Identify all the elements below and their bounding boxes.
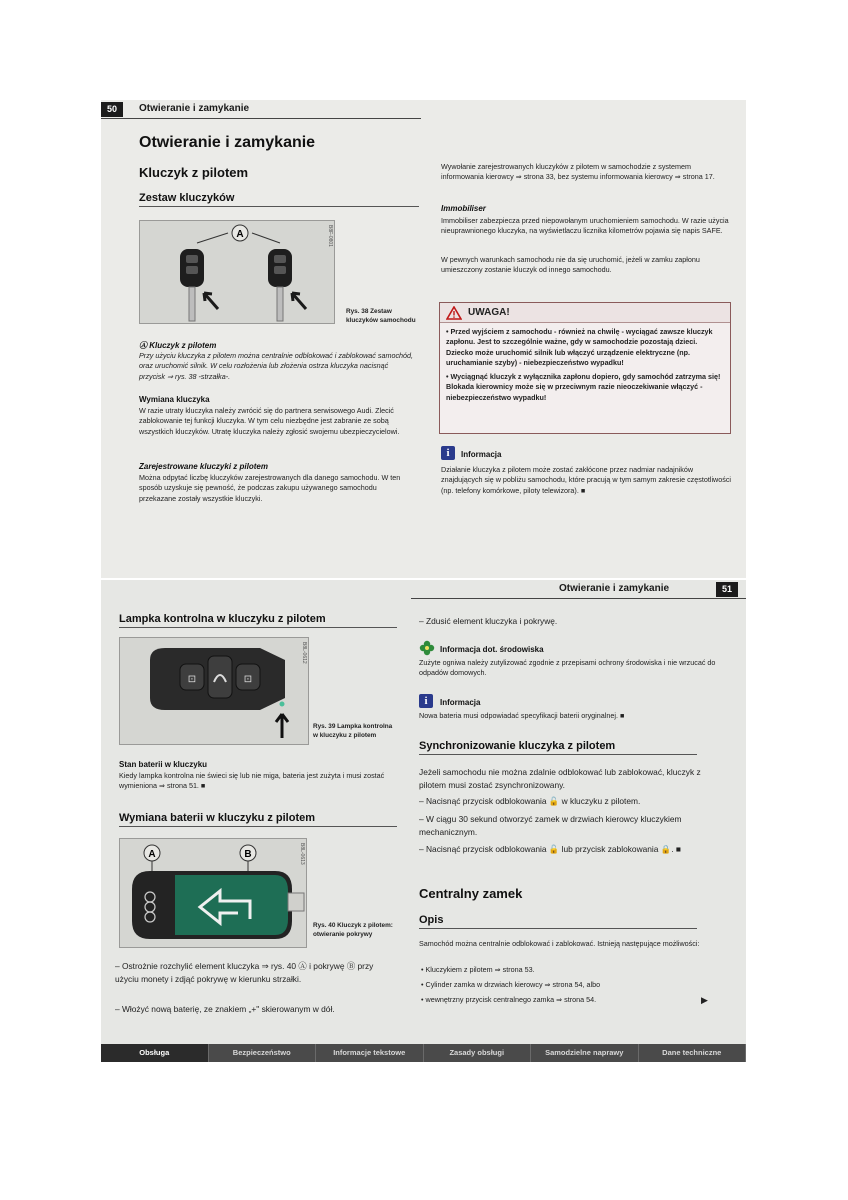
lamp-rule: [119, 627, 397, 628]
info-text: Nowa bateria musi odpowiadać specyfikacji baterii oryginalnej. ■: [419, 711, 625, 720]
registered-heading: Zarejestrowane kluczyki z pilotem: [139, 462, 268, 471]
figure-code: B8L-0613: [299, 843, 305, 865]
info-icon: i: [441, 446, 455, 460]
figure-key-lamp: [119, 637, 309, 745]
replacement-heading: Wymiana kluczyka: [139, 395, 210, 404]
figure-caption: Rys. 40 Kluczyk z pilotem: otwieranie pokrywy: [313, 922, 393, 938]
page-header: [101, 100, 746, 118]
battery-state-heading: Stan baterii w kluczyku: [119, 760, 208, 769]
warning-item-2: • Wyciągnąć kluczyk z wyłącznika zapłonu dopiero, gdy samochód zatrzyma się! Blokada kierownicy może się w przeciwnym razie nieoczekiwanie włączyć - niebezpieczeństwo wypadku!: [446, 371, 721, 402]
central-lock-heading: Centralny zamek: [419, 886, 523, 901]
key-text: Przy użyciu kluczyka z pilotem można centralnie odblokować i zablokować samochód, oraz uruchomić silnik. W celu rozłożenia lub złożenia ostrza kluczyka nacisnąć przycisk ⇒ rys. 38 -strzałka-.: [139, 351, 414, 381]
warning-item-1: • Przed wyjściem z samochodu - również na chwilę - wyciągać zawsze kluczyk zapłonu. Jest to szczególnie ważne, gdy w samochodzie pozostają dzieci. Dziecko może uruchomić silnik lub włączyć urządzenie elektryczne (np. uruchamianie szyby) - niebezpieczeństwo wypadku!: [446, 327, 713, 368]
header-title: Otwieranie i zamykanie: [559, 583, 670, 594]
warning-header: [440, 303, 730, 323]
option-central-button: • wewnętrzny przycisk centralnego zamka ⇒ strona 54.: [421, 995, 597, 1004]
description-text: Samochód można centralnie odblokować i zablokować. Istnieją następujące możliwości:: [419, 939, 700, 948]
header-title: Otwieranie i zamykanie: [139, 103, 250, 114]
footer-tabs: [101, 1044, 746, 1062]
battery-cover-illustration: [120, 839, 308, 949]
step-press-cover: – Zdusić element kluczyka i pokrywę.: [419, 616, 558, 626]
description-rule: [419, 928, 697, 929]
page-number: 51: [716, 582, 738, 597]
continue-marker: ▶: [701, 995, 708, 1005]
flower-icon: [419, 640, 435, 656]
immobiliser-text-2: W pewnych warunkach samochodu nie da się uruchomić, jeżeli w zamku zapłonu umieszczony zostanie kluczyk od innego samochodu.: [441, 255, 700, 275]
battery-change-heading: Wymiana baterii w kluczyku z pilotem: [119, 812, 316, 824]
immobiliser-text: Immobiliser zabezpiecza przed niepowołanym uruchomieniem samochodu. W razie użycia nieuprawnionego kluczyka, na wyświetlaczu licznika kilometrów pojawia się napis SAFE.: [441, 216, 729, 236]
figure-code: B8F-0801: [327, 225, 333, 247]
step-open-cover: – Ostrożnie rozchylić element kluczyka ⇒ rys. 40 Ⓐ i pokrywę Ⓑ przy użyciu monety i zdjąć pokrywę w kierunku strzałki.: [115, 961, 374, 984]
sync-intro: Jeżeli samochodu nie można zdalnie odblokować lub zablokować, kluczyk z pilotem musi zostać zsynchronizowany.: [419, 767, 701, 790]
footer-tab-obsluga: Obsługa: [101, 1044, 209, 1062]
figure-code: B8L-0612: [301, 642, 307, 664]
footer-tab-dane: Dane techniczne: [639, 1044, 747, 1062]
header-rule: [411, 598, 746, 599]
env-info-title: Informacja dot. środowiska: [440, 645, 544, 654]
description-heading: Opis: [419, 914, 444, 926]
info-title: Informacja: [461, 450, 502, 459]
key-heading: Ⓐ Kluczyk z pilotem: [139, 341, 217, 350]
page-title: Otwieranie i zamykanie: [139, 134, 316, 151]
option-remote-key: • Kluczykiem z pilotem ⇒ strona 53.: [421, 965, 535, 974]
header-rule: [101, 118, 421, 119]
callout-b: B: [244, 849, 252, 860]
warning-box: [439, 302, 731, 434]
page-header: [101, 580, 746, 598]
manual-page-50: [101, 100, 746, 578]
callout-a: A: [148, 849, 156, 860]
sync-step-2: – W ciągu 30 sekund otworzyć zamek w drzwiach kierowcy kluczykiem mechanicznym.: [419, 814, 682, 837]
figure-battery-cover: [119, 838, 307, 948]
immobiliser-heading: Immobiliser: [441, 204, 486, 213]
info-title: Informacja: [440, 698, 481, 707]
section-title: Kluczyk z pilotem: [139, 165, 249, 180]
figure-caption: Rys. 38 Zestaw kluczyków samochodu: [346, 308, 416, 324]
step-insert-battery: – Włożyć nową baterię, ze znakiem „+" skierowanym w dół.: [115, 1004, 335, 1014]
footer-tab-naprawy: Samodzielne naprawy: [531, 1044, 639, 1062]
footer-tab-informacje: Informacje tekstowe: [316, 1044, 424, 1062]
lamp-heading: Lampka kontrolna w kluczyku z pilotem: [119, 613, 326, 625]
info-text: Działanie kluczyka z pilotem może zostać zakłócone przez nadmiar nadajników znajdujących się w pobliżu samochodu, które pracują w tym samym zakresie częstotliwości (np. telefony komórkowe, piloty telewizora). ■: [441, 465, 732, 495]
key-set-illustration: [140, 221, 336, 325]
figure-caption: Rys. 39 Lampka kontrolna w kluczyku z pilotem: [313, 723, 393, 739]
battery-state-text: Kiedy lampka kontrolna nie świeci się lub nie miga, bateria jest zużyta i musi zostać wymieniona ⇒ strona 51. ■: [119, 771, 385, 791]
warning-body: [440, 323, 730, 410]
footer-tab-zasady: Zasady obsługi: [424, 1044, 532, 1062]
env-info-text: Zużyte ogniwa należy zutylizować zgodnie z przepisami ochrony środowiska i nie wrzucać do odpadów domowych.: [419, 658, 716, 678]
subsection-title: Zestaw kluczyków: [139, 192, 235, 204]
section-rule: [139, 206, 419, 207]
page-number: 50: [101, 102, 123, 117]
footer-tab-bezpieczenstwo: Bezpieczeństwo: [209, 1044, 317, 1062]
key-lamp-illustration: [120, 638, 310, 746]
warning-title: UWAGA!: [468, 307, 510, 318]
info-icon: i: [419, 694, 433, 708]
manual-page-51: [101, 580, 746, 1062]
registered-lookup-text: Wywołanie zarejestrowanych kluczyków z pilotem w samochodzie z systemem informowania kierowcy ⇒ strona 33, bez systemu informowania kierowcy ⇒ strona 17.: [441, 162, 715, 182]
sync-rule: [419, 754, 697, 755]
sync-step-3: – Nacisnąć przycisk odblokowania 🔓 lub przycisk zablokowania 🔒. ■: [419, 844, 681, 854]
sync-heading: Synchronizowanie kluczyka z pilotem: [419, 740, 616, 752]
sync-step-1: – Nacisnąć przycisk odblokowania 🔓 w kluczyku z pilotem.: [419, 796, 641, 806]
svg-text:⊡: ⊡: [187, 674, 197, 685]
replacement-text: W razie utraty kluczyka należy zwrócić się do partnera serwisowego Audi. Zlecić zablokowanie tej funkcji kluczyka. W tym celu niezbędne jest zabranie ze sobą wszystkich kluczyków. Utratę kluczyka należy zgłosić swojemu ubezpieczycielowi.: [139, 406, 400, 436]
svg-text:⊡: ⊡: [243, 674, 253, 685]
battery-rule: [119, 826, 397, 827]
callout-a: A: [236, 229, 244, 240]
warning-triangle-icon: [446, 306, 462, 320]
option-door-cylinder: • Cylinder zamka w drzwiach kierowcy ⇒ strona 54, albo: [421, 980, 601, 989]
registered-text: Można odpytać liczbę kluczyków zarejestrowanych dla danego samochodu. W ten sposób uzyskuje się pewność, że podczas zakupu używanego samochodu przekazane zostały wszystkie kluczyki.: [139, 473, 401, 503]
figure-key-set: [139, 220, 335, 324]
